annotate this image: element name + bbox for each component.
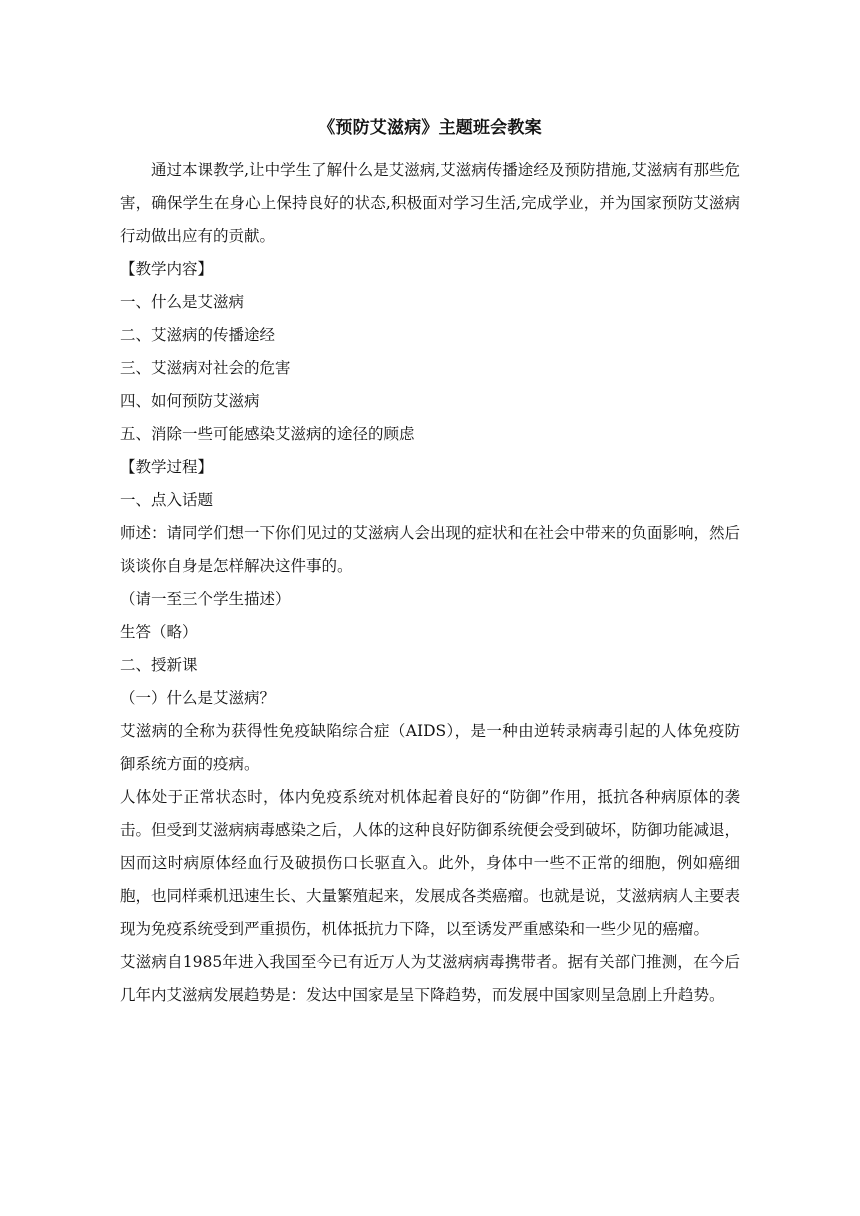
- document-title: 《预防艾滋病》主题班会教案: [318, 118, 542, 138]
- document-content: [120, 112, 740, 1012]
- teaching-process-heading: 【教学过程】: [120, 458, 214, 476]
- content-item-1: 一、什么是艾滋病: [120, 293, 245, 311]
- content-item-4: 四、如何预防艾滋病: [120, 392, 260, 410]
- aids-trend-paragraph: 艾滋病自1985年进入我国至今已有近万人为艾滋病病毒携带者。据有关部门推测，在今后几年内艾滋病发展趋势是：发达中国家是呈下降趋势，而发展中国家则呈急剧上升趋势。: [120, 953, 740, 1004]
- teacher-statement: 师述：请同学们想一下你们见过的艾滋病人会出现的症状和在社会中带来的负面影响，然后谈谈你自身是怎样解决这件事的。: [120, 524, 741, 575]
- subheading-what-is-aids: （一）什么是艾滋病？: [120, 689, 276, 707]
- immune-system-paragraph: 人体处于正常状态时，体内免疫系统对机体起着良好的“防御”作用，抵抗各种病原体的袭击。但受到艾滋病病毒感染之后，人体的这种良好防御系统便会受到破坏，防御功能减退，因而这时病原体经血行及破损伤口长驱直入。此外，身体中一些不正常的细胞，例如癌细胞，也同样乘机迅速生长、大量繁殖起来，发展成各类癌瘤。也就是说，艾滋病病人主要表现为免疫系统受到严重损伤，机体抵抗力下降，以至诱发严重感染和一些少见的癌瘤。: [120, 788, 741, 938]
- teaching-content-heading: 【教学内容】: [120, 260, 214, 278]
- process-step-new-lesson: 二、授新课: [120, 656, 198, 674]
- content-item-5: 五、消除一些可能感染艾滋病的途径的顾虑: [120, 425, 415, 443]
- content-item-3: 三、艾滋病对社会的危害: [120, 359, 291, 377]
- intro-paragraph: 通过本课教学,让中学生了解什么是艾滋病,艾滋病传播途经及预防措施,艾滋病有那些危害，确保学生在身心上保持良好的状态,积极面对学习生活,完成学业，并为国家预防艾滋病行动做出应有的贡献。: [120, 161, 740, 245]
- aids-definition-paragraph: 艾滋病的全称为获得性免疫缺陷综合症（AIDS），是一种由逆转录病毒引起的人体免疫防御系统方面的疫病。: [120, 722, 740, 773]
- process-step-topic-intro: 一、点入话题: [120, 491, 214, 509]
- content-item-2: 二、艾滋病的传播途经: [120, 326, 276, 344]
- student-prompt: （请一至三个学生描述）: [120, 590, 291, 608]
- student-answer: 生答（略）: [120, 623, 198, 641]
